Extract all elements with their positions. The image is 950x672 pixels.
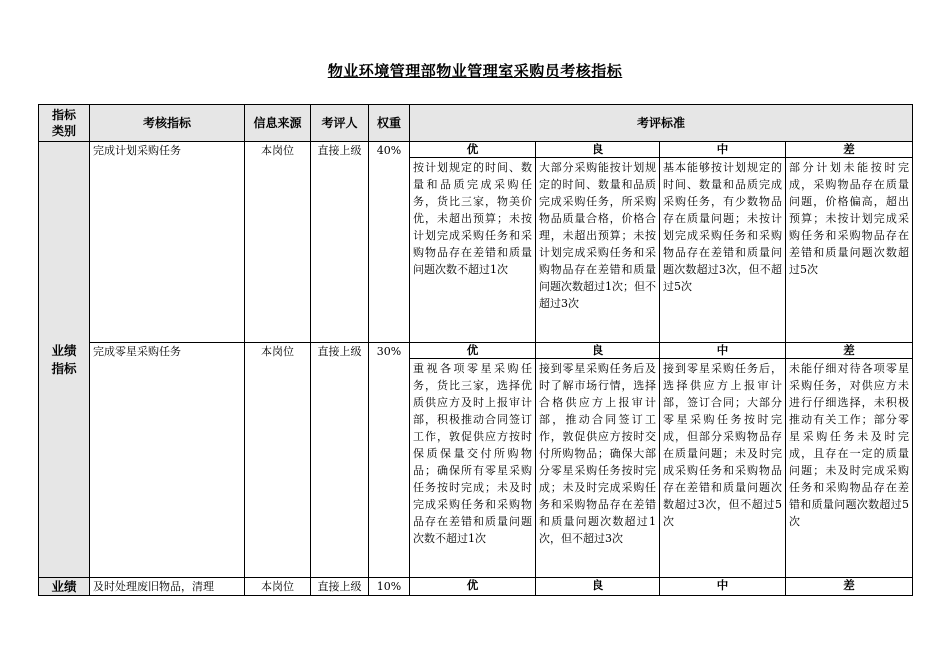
document-title: 物业环境管理部物业管理室采购员考核指标: [327, 62, 623, 80]
grade-poor: 差: [786, 142, 913, 158]
source-cell: 本岗位: [245, 578, 311, 596]
grade-excellent: 优: [410, 142, 536, 158]
standard-excellent: 重视各项零星采购任务，货比三家，选择优质供应方及时上报审计部，积极推动合同签订工作，敦促供应方按时保质保量交付所购物品；确保所有零星采购任务按时完成；未及时完成采购任务和采购物品存在差错和质量问题次数不超过1次: [410, 359, 536, 578]
grade-excellent: 优: [410, 343, 536, 359]
category-cell: 业绩: [39, 578, 90, 596]
header-indicator: 考核指标: [90, 105, 245, 142]
grade-good: 良: [536, 578, 660, 596]
header-category: [39, 105, 90, 142]
source-cell: 本岗位: [245, 343, 311, 578]
standard-excellent: 按计划规定的时间、数量和品质完成采购任务，货比三家，物美价优，未超出预算；未按计划完成采购任务和采购物品存在差错和质量问题次数不超过1次: [410, 158, 536, 343]
grade-fair: 中: [660, 343, 786, 359]
source-cell: 本岗位: [245, 142, 311, 343]
evaluator-cell: 直接上级: [311, 578, 369, 596]
weight-cell: 40%: [369, 142, 410, 343]
grade-excellent: 优: [410, 578, 536, 596]
indicator-cell: 完成零星采购任务: [90, 343, 245, 578]
indicator-cell: 完成计划采购任务: [90, 142, 245, 343]
header-source: 信息来源: [245, 105, 311, 142]
grade-poor: 差: [786, 578, 913, 596]
weight-cell: 10%: [369, 578, 410, 596]
header-row: [39, 105, 913, 142]
category-cell: [39, 142, 90, 578]
kpi-table: [38, 104, 913, 596]
table-row: [39, 343, 913, 359]
evaluator-cell: 直接上级: [311, 142, 369, 343]
standard-poor: 未能仔细对待各项零星采购任务，对供应方未进行仔细选择，未积极推动有关工作；部分零星采购任务未及时完成，且存在一定的质量问题；未及时完成采购任务和采购物品存在差错和质量问题次数超过5次: [786, 359, 913, 578]
grade-good: 良: [536, 343, 660, 359]
header-category-label: 指标 类别: [51, 108, 76, 138]
standard-fair: 接到零星采购任务后，选择供应方上报审计部，签订合同；大部分零星采购任务按时完成，但部分采购物品存在质量问题；未及时完成采购任务和采购物品存在差错和质量问题次数超过3次，但不超过5次: [660, 359, 786, 578]
weight-cell: 30%: [369, 343, 410, 578]
standard-good: 接到零星采购任务后及时了解市场行情，选择合格供应方上报审计部，推动合同签订工作，敦促供应方按时交付所购物品；确保大部分零星采购任务按时完成；未及时完成采购任务和采购物品存在差错和质量问题次数超过1次，但不超过3次: [536, 359, 660, 578]
table-row: [39, 142, 913, 158]
indicator-cell: 及时处理废旧物品，清理: [90, 578, 245, 596]
header-standard: 考评标准: [410, 105, 913, 142]
table-row: [39, 578, 913, 596]
standard-fair: 基本能够按计划规定的时间、数量和品质完成采购任务，有少数物品存在质量问题；未按计划完成采购任务和采购物品存在差错和质量问题次数超过3次，但不超过5次: [660, 158, 786, 343]
grade-poor: 差: [786, 343, 913, 359]
grade-fair: 中: [660, 142, 786, 158]
grade-fair: 中: [660, 578, 786, 596]
header-evaluator: 考评人: [311, 105, 369, 142]
header-weight: 权重: [369, 105, 410, 142]
evaluator-cell: 直接上级: [311, 343, 369, 578]
grade-good: 良: [536, 142, 660, 158]
standard-poor: 部分计划未能按时完成，采购物品存在质量问题，价格偏高，超出预算；未按计划完成采购任务和采购物品存在差错和质量问题次数超过5次: [786, 158, 913, 343]
category-label: 业绩 指标: [51, 342, 77, 376]
standard-good: 大部分采购能按计划规定的时间、数量和品质完成采购任务，所采购物品质量合格，价格合理，未超出预算；未按计划完成采购任务和采购物品存在差错和质量问题次数超过1次；但不超过3次: [536, 158, 660, 343]
